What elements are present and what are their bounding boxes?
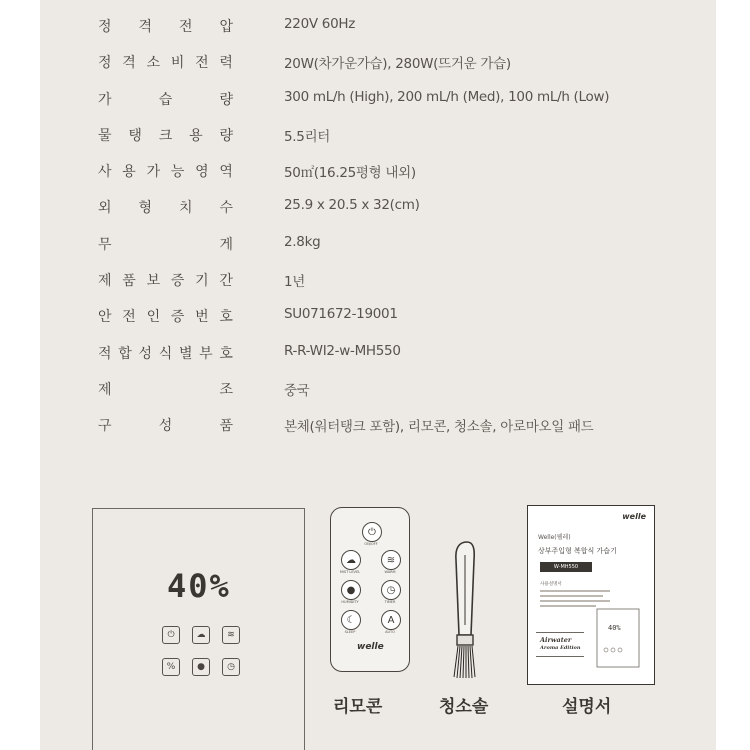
power-icon: ⏻ (162, 626, 180, 644)
spec-label: 안 전 인 증 번 호 (98, 309, 233, 326)
spec-row (98, 197, 598, 233)
spec-value: R-R-WI2-w-MH550 (284, 342, 401, 359)
spec-value: 5.5리터 (284, 128, 331, 145)
spec-value: 25.9 x 20.5 x 32(cm) (284, 197, 420, 214)
remote-button-label: MIST LEVEL (339, 570, 361, 574)
manual-text-block (540, 590, 610, 607)
spec-value: 1년 (284, 274, 306, 291)
remote-button-label: WARM (384, 570, 396, 574)
spec-value: 300 mL/h (High), 200 mL/h (Med), 100 mL/h (Low) (284, 88, 610, 105)
spec-row (98, 234, 598, 270)
spec-label: 제 조 (98, 381, 233, 398)
spec-label: 가 습 량 (98, 91, 233, 108)
device-control-panel (162, 626, 242, 676)
manual-display: 40% (608, 624, 621, 632)
spec-value: 본체(워터탱크 포함), 리모콘, 청소솔, 아로마오일 패드 (284, 419, 594, 436)
spec-value: 50㎡(16.25평형 내외) (284, 165, 416, 182)
brush-caption: 청소솔 (439, 697, 489, 717)
spec-label: 적 합 성 식 별 부 호 (98, 345, 233, 362)
badge-line1: Airwater (540, 636, 572, 644)
humidity-icon: % (162, 658, 180, 676)
clock-icon: ◷ (381, 580, 401, 600)
moon-icon: ☾ (341, 610, 361, 630)
spec-row (98, 379, 598, 415)
spec-label: 정 격 전 압 (98, 19, 233, 35)
spec-label: 정 격 소 비 전 력 (98, 55, 233, 72)
spec-row (98, 415, 598, 451)
manual-caption: 설명서 (562, 697, 612, 717)
remote-button-label: HUMIDITY (341, 600, 359, 604)
mist-icon: ☁ (192, 626, 210, 644)
drop-icon: ● (341, 580, 361, 600)
manual-section: 사용설명서 (540, 582, 562, 587)
manual-brand-logo: welle (622, 512, 646, 521)
heat-icon: ≋ (222, 626, 240, 644)
remote-caption: 리모콘 (333, 697, 383, 717)
spec-value: 220V 60Hz (284, 16, 356, 32)
remote-control-illustration (330, 507, 410, 672)
spec-row (98, 88, 610, 125)
spec-label: 제 품 보 증 기 간 (98, 273, 233, 290)
spec-row (98, 306, 598, 342)
spec-table (98, 16, 610, 452)
spec-value: 중국 (284, 382, 310, 399)
spec-value: 2.8kg (284, 233, 321, 250)
timer-icon: ◷ (222, 658, 240, 676)
manual-model-badge: W-MH550 (540, 562, 592, 572)
spec-row (98, 125, 598, 161)
remote-brand-logo: welle (357, 642, 384, 652)
spec-label: 물 탱 크 용 량 (98, 127, 233, 144)
spec-row (98, 161, 598, 197)
spec-label: 외 형 치 수 (98, 200, 233, 217)
power-icon: ⏻ (362, 522, 382, 542)
airwater-badge (536, 628, 584, 676)
cleaning-brush-illustration (445, 540, 485, 680)
manual-product-illustration (596, 608, 640, 668)
auto-icon: A (381, 610, 401, 630)
mist-icon: ☁ (341, 550, 361, 570)
spec-label: 무 게 (98, 236, 233, 253)
remote-button-label: ON/OFF (364, 542, 378, 546)
humidifier-body-illustration (92, 508, 305, 750)
remote-button-label: SLEEP (344, 630, 356, 634)
spec-label: 구 성 품 (98, 418, 233, 435)
spec-row (98, 270, 598, 306)
drop-icon: ● (192, 658, 210, 676)
spec-label: 사 용 가 능 영 역 (98, 164, 233, 181)
manual-subtitle: Welle(웰레) (538, 534, 571, 541)
remote-button-label: AUTO (385, 630, 395, 634)
spec-value: 20W(차가운가습), 280W(뜨거운 가습) (284, 56, 511, 73)
spec-row (98, 16, 598, 52)
user-manual-illustration (527, 505, 655, 685)
spec-value: SU071672-19001 (284, 306, 398, 323)
humidity-display: 40% (167, 567, 231, 605)
heat-icon: ≋ (381, 550, 401, 570)
manual-title: 상부주입형 복합식 가습기 (538, 547, 617, 555)
spec-row (98, 52, 598, 88)
product-info-panel (40, 0, 716, 750)
spec-row (98, 343, 598, 379)
badge-line2: Aroma Edition (540, 645, 581, 651)
remote-button-label: TIMER (384, 600, 396, 604)
